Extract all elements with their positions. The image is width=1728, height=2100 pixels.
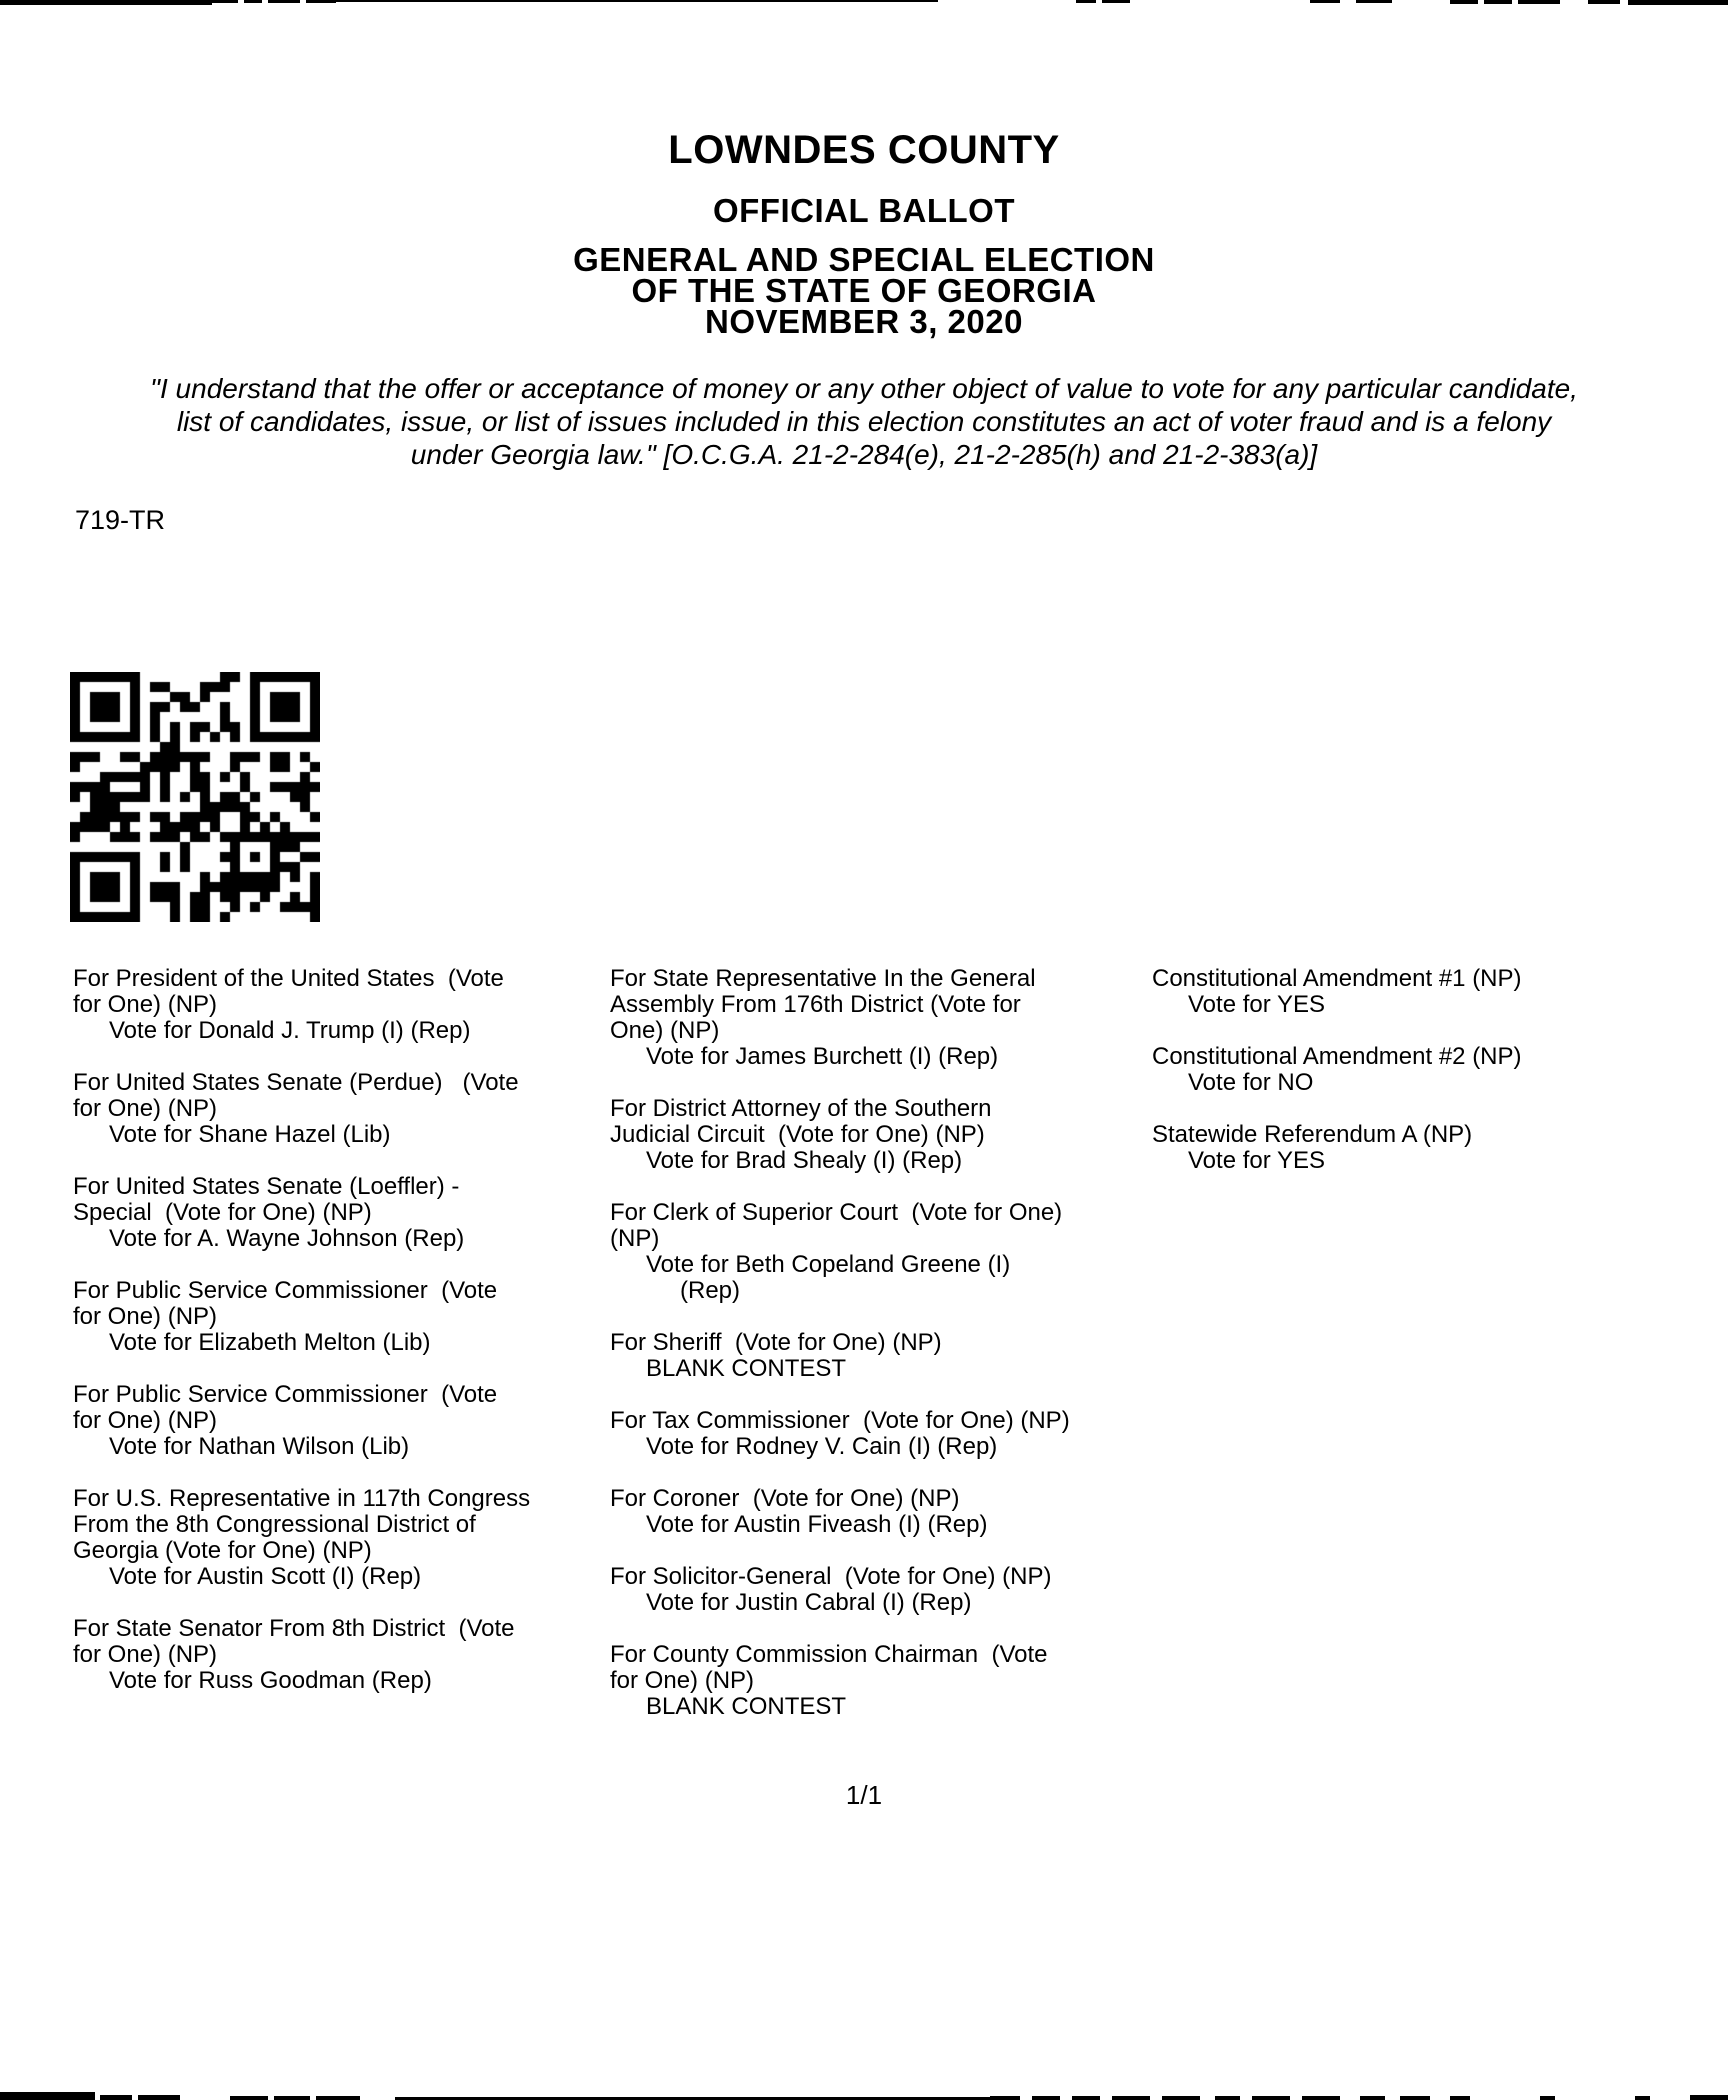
contest-line: Vote for Shane Hazel (Lib) xyxy=(109,1121,391,1148)
contest-group xyxy=(73,1174,603,1252)
contest-group xyxy=(610,1096,1150,1174)
contest-line: Vote for A. Wayne Johnson (Rep) xyxy=(109,1225,465,1252)
contest-group xyxy=(610,1200,1150,1304)
page-indicator: 1/1 xyxy=(845,1780,883,1810)
contest-line: Vote for Russ Goodman (Rep) xyxy=(109,1667,432,1694)
election-date: NOVEMBER 3, 2020 xyxy=(705,303,1023,340)
contest-line: for One) (NP) xyxy=(73,1641,218,1668)
contest-line: For Clerk of Superior Court (Vote for One) xyxy=(610,1199,1063,1226)
contest-line: Vote for Rodney V. Cain (I) (Rep) xyxy=(646,1433,998,1460)
disclaimer-line: list of candidates, issue, or list of issues included in this election constitutes an act of voter fraud and is a felony xyxy=(176,406,1552,437)
contest-group xyxy=(1152,966,1652,1018)
election-title-block xyxy=(0,241,1728,340)
contest-group xyxy=(73,1382,603,1460)
contest-group xyxy=(610,1642,1150,1720)
election-line2: OF THE STATE OF GEORGIA xyxy=(631,272,1097,309)
contest-line: Georgia (Vote for One) (NP) xyxy=(73,1537,372,1564)
contest-line: Statewide Referendum A (NP) xyxy=(1152,1121,1473,1148)
contest-line: Vote for Justin Cabral (I) (Rep) xyxy=(646,1589,972,1616)
contest-line: for One) (NP) xyxy=(73,991,218,1018)
contest-line: One) (NP) xyxy=(610,1017,720,1044)
contest-line: Vote for Austin Scott (I) (Rep) xyxy=(109,1563,422,1590)
contest-line: Judicial Circuit (Vote for One) (NP) xyxy=(610,1121,985,1148)
contest-line: For United States Senate (Loeffler) - xyxy=(73,1173,460,1200)
contest-line: Vote for Brad Shealy (I) (Rep) xyxy=(646,1147,963,1174)
contest-group xyxy=(610,1330,1150,1382)
contest-group xyxy=(610,1408,1150,1460)
contest-line: Vote for Elizabeth Melton (Lib) xyxy=(109,1329,431,1356)
ballot-column-3 xyxy=(1152,966,1652,1200)
contest-line: Constitutional Amendment #1 (NP) xyxy=(1152,965,1522,992)
contest-line: Vote for Nathan Wilson (Lib) xyxy=(109,1433,410,1460)
scan-artifact-bottom-edge xyxy=(0,2090,1728,2100)
contest-line: For Coroner (Vote for One) (NP) xyxy=(610,1485,960,1512)
contest-line: From the 8th Congressional District of xyxy=(73,1511,476,1538)
contest-line: Vote for Beth Copeland Greene (I) xyxy=(646,1251,1011,1278)
ballot-column-2 xyxy=(610,966,1150,1746)
contest-line: For Solicitor-General (Vote for One) (NP) xyxy=(610,1563,1052,1590)
contest-line: For County Commission Chairman (Vote xyxy=(610,1641,1048,1668)
contest-line: for One) (NP) xyxy=(73,1095,218,1122)
ballot-column-1 xyxy=(73,966,603,1720)
contest-line: For Public Service Commissioner (Vote xyxy=(73,1381,498,1408)
contest-line: For District Attorney of the Southern xyxy=(610,1095,992,1122)
ballot-style-code: 719-TR xyxy=(75,505,166,535)
contest-line: Vote for Austin Fiveash (I) (Rep) xyxy=(646,1511,988,1538)
county-title: LOWNDES COUNTY xyxy=(668,128,1060,172)
contest-line: (Rep) xyxy=(680,1277,741,1304)
contest-group xyxy=(73,1070,603,1148)
contest-line: For Sheriff (Vote for One) (NP) xyxy=(610,1329,942,1356)
ballot-title: OFFICIAL BALLOT xyxy=(712,192,1016,229)
contest-group xyxy=(73,1278,603,1356)
contest-line: Vote for James Burchett (I) (Rep) xyxy=(646,1043,999,1070)
contest-line: Vote for YES xyxy=(1188,991,1325,1018)
contest-line: For U.S. Representative in 117th Congress xyxy=(73,1485,531,1512)
contest-line: For President of the United States (Vote xyxy=(73,965,504,992)
disclaimer-line: under Georgia law." [O.C.G.A. 21-2-284(e), 21-2-285(h) and 21-2-383(a)] xyxy=(410,439,1318,470)
contest-group xyxy=(610,1486,1150,1538)
scan-artifact-top-edge xyxy=(0,0,1728,8)
contest-group xyxy=(1152,1122,1652,1174)
contest-line: For United States Senate (Perdue) (Vote xyxy=(73,1069,519,1096)
contest-line: For State Representative In the General xyxy=(610,965,1036,992)
contest-line: for One) (NP) xyxy=(610,1667,755,1694)
contest-line: For Public Service Commissioner (Vote xyxy=(73,1277,498,1304)
contest-line: (NP) xyxy=(610,1225,660,1252)
contest-group xyxy=(610,1564,1150,1616)
qr-code xyxy=(70,672,320,922)
election-line1: GENERAL AND SPECIAL ELECTION xyxy=(573,241,1155,278)
contest-group xyxy=(73,1486,603,1590)
contest-line: Constitutional Amendment #2 (NP) xyxy=(1152,1043,1522,1070)
contest-line: for One) (NP) xyxy=(73,1407,218,1434)
contest-line: Special (Vote for One) (NP) xyxy=(73,1199,372,1226)
contest-line: BLANK CONTEST xyxy=(646,1355,847,1382)
contest-line: Vote for NO xyxy=(1188,1069,1314,1096)
contest-line: for One) (NP) xyxy=(73,1303,218,1330)
contest-line: For Tax Commissioner (Vote for One) (NP) xyxy=(610,1407,1070,1434)
contest-group xyxy=(73,1616,603,1694)
contest-line: For State Senator From 8th District (Vote xyxy=(73,1615,515,1642)
contest-line: Vote for Donald J. Trump (I) (Rep) xyxy=(109,1017,471,1044)
contest-line: Assembly From 176th District (Vote for xyxy=(610,991,1021,1018)
voter-fraud-disclaimer xyxy=(0,372,1728,471)
contest-line: Vote for YES xyxy=(1188,1147,1325,1174)
contest-group xyxy=(1152,1044,1652,1096)
contest-group xyxy=(73,966,603,1044)
contest-group xyxy=(610,966,1150,1070)
contest-line: BLANK CONTEST xyxy=(646,1693,847,1720)
disclaimer-line: "I understand that the offer or acceptance of money or any other object of value to vote for any particular candidate, xyxy=(150,373,1578,404)
